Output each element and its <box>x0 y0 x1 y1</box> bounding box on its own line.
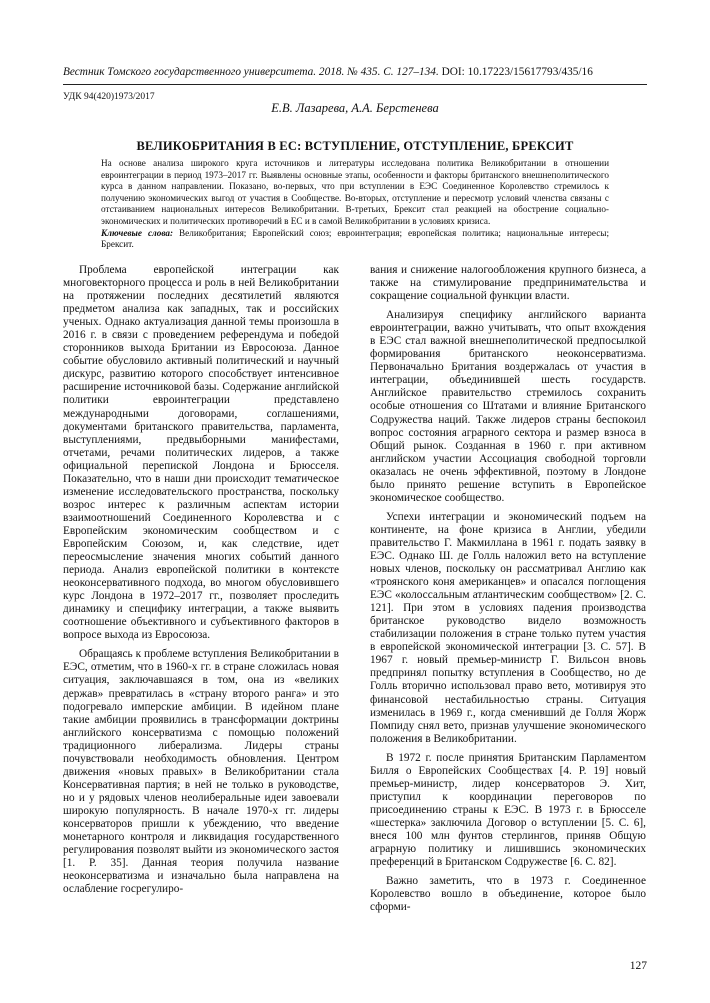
keywords <box>101 228 609 251</box>
body-column-left <box>63 264 339 902</box>
header-rule <box>63 84 647 85</box>
doi: DOI: 10.17223/15617793/435/16 <box>438 66 593 78</box>
keywords-label: Ключевые слова: <box>101 227 174 238</box>
body-column-right <box>370 264 646 920</box>
paragraph: Проблема европейской интеграции как многовекторного процесса и роль в ней Великобритании на протяжении последних десятилетий являются предметом анализа как западных, так и российских ученых. Однако актуализация данной темы произошла в 2016 г. в связи с проведением референдума и победой сторонников выхода Британии из Евросоюза. Данное событие обусловило активный политический и научный дискурс, развитию которого способствует интенсивное расширение источниковой базы. Содержание английской политики евроинтеграции представлено международными договорами, соглашениями, документами британского правительства, парламента, выступлениями, предвыборными манифестами, отчетами, речами политических лидеров, а также официальной перепиской Лондона и Брюсселя. Показательно, что в наши дни происходит тематическое изменение исследовательского пространства, поскольку возрос интерес к различным аспектам истории взаимоотношений Соединенного Королевства и с Европейским экономическим сообществом и с Европейским Союзом, и, как следствие, идет переосмысление значения многих событий данного периода. Анализ европейской политики в контексте неоконсервативного подхода, во многом обусловившего курс Лондона в 1972–2017 гг., позволяет проследить динамику и специфику интеграции, а также выявить соотношение объективного и субъективного факторов в вопросе выхода из Евросоюза. <box>63 264 339 642</box>
udk-code: УДК 94(420)1973/2017 <box>63 92 155 102</box>
keywords-list: Великобритания; Европейский союз; евроинтеграция; европейская политика; национальные интересы; Брексит. <box>101 227 610 250</box>
paragraph: Анализируя специфику английского варианта евроинтеграции, важно учитывать, что опыт вхождения в ЕЭС стал важной внешнеполитической предпосылкой формирования британского неоконсерватизма. Первоначально Британия воздержалась от участия в интеграции, объединившей шесть государств. Английское правительство стремилось сохранить особые отношения со Штатами и влияние Британского Содружества наций. Также лидеров страны беспокоил вопрос состояния аграрного сектора и размер взноса в Общий рынок. Созданная в 1960 г. при активном английском участии Ассоциация свободной торговли оказалась не очень эффективной, поэтому в Лондоне было принято решение вступить в Европейское экономическое сообщество. <box>370 309 646 504</box>
paragraph-continued: вания и снижение налогообложения крупного бизнеса, а также на стимулирование предпринимательства и сокращение социальной функции власти. <box>370 264 646 303</box>
page-number: 127 <box>629 960 647 972</box>
authors: Е.В. Лазарева, А.А. Берстенева <box>271 101 439 115</box>
article-title: ВЕЛИКОБРИТАНИЯ В ЕС: ВСТУПЛЕНИЕ, ОТСТУПЛЕНИЕ, БРЕКСИТ <box>136 139 574 153</box>
paragraph: Обращаясь к проблеме вступления Великобритании в ЕЭС, отметим, что в 1960-х гг. в стране сложилась новая ситуация, заключавшаяся в том, она из «великих держав» превратилась в «страну второго ранга» и это подогревало имперские амбиции. В идейном плане такие амбиции проявились в трансформации доктрины английского консерватизма с помощью положений традиционного либерализма. Лидеры страны почувствовали необходимость обновления. Центром движения «новых правых» в Великобритании стала Консервативная партия; в ней не только в руководстве, но и у рядовых членов неолиберальные идеи завоевали широкую популярность. В начале 1970-х гг. лидеры консерваторов пришли к убеждению, что введение монетарного контроля и ликвидация государственного регулирования позволят выйти из экономического застоя [1. Р. 35]. Данная теория получила название неоконсерватизма и изначально была направлена на ослабление госрегулиро- <box>63 648 339 896</box>
abstract-text: На основе анализа широкого круга источников и литературы исследована политика Великобритании в отношении евроинтеграции в период 1973–2017 гг. Выявлены основные этапы, особенности и факторы британского внешнеполитического курса в данном направлении. Показано, во-первых, что при вступлении в ЕЭС Соединенное Королевство стремилось к получению экономических выгод от участия в Сообществе. Во-вторых, отступление и пересмотр условий членства связаны с отстаиванием национальных интересов Великобритании. В-третьих, Брексит стал реакцией на обострение социально-экономических и политических противоречий в ЕС и в самой Великобритании в условиях кризиса. <box>101 158 609 226</box>
paragraph: Важно заметить, что в 1973 г. Соединенное Королевство вошло в объединение, которое было сформи- <box>370 875 646 914</box>
abstract <box>101 158 609 251</box>
journal-header <box>63 66 647 78</box>
paragraph: В 1972 г. после принятия Британским Парламентом Билля о Европейских Сообществах [4. Р. 19] новый премьер-министр, лидер консерваторов Э. Хит, приступил к координации переговоров по присоединению страны к ЕЭС. В 1973 г. в Брюсселе «шестерка» заключила Договор о вступлении [5. С. 6], внеся 100 млн фунтов стерлингов, приняв Общую аграрную политику и лишившись экономических преференций в Британском Содружестве [6. С. 82]. <box>370 751 646 869</box>
journal-citation: Вестник Томского государственного университета. 2018. № 435. С. 127–134. <box>63 66 439 78</box>
paragraph: Успехи интеграции и экономический подъем на континенте, на фоне кризиса в Англии, убедили правительство Г. Макмиллана в 1961 г. подать заявку в ЕЭС. Однако Ш. де Голль наложил вето на вступление новых членов, поскольку он рассматривал Англию как «троянского коня американцев» и опасался поглощения ЕЭС «колоссальным атлантическим сообществом» [2. С. 121]. При этом в условиях падения производства британское руководство видело возможность стабилизации положения в стране только путем участия в европейской экономической интеграции [3. С. 57]. В 1967 г. новый премьер-министр Г. Вильсон вновь предпринял попытку вступления в Сообщество, но де Голль вторично использовал право вето, мотивируя это финансовой нестабильностью страны. Ситуация изменилась в 1969 г., когда сменивший де Голля Жорж Помпиду снял вето, признав улучшение экономического положения в Великобритании. <box>370 510 646 745</box>
